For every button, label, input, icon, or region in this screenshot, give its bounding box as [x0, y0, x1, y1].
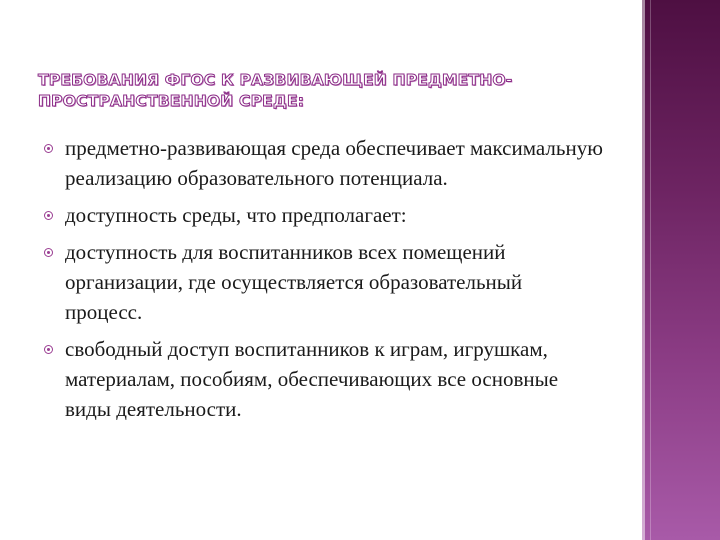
bullet-text: свободный доступ воспитанников к играм, игрушкам, материалам, пособиям, обеспечивающих все основные виды деятельности.	[65, 337, 559, 421]
slide-title: ТРЕБОВАНИЯ ФГОС К РАЗВИВАЮЩЕЙ ПРЕДМЕТНО-ПРОСТРАНСТВЕННОЙ СРЕДЕ:	[38, 71, 513, 110]
bullet-circle-icon	[44, 144, 53, 153]
list-item	[44, 133, 604, 193]
bullet-list	[44, 133, 604, 431]
bullet-circle-icon	[44, 211, 53, 220]
decorative-side-band	[642, 0, 720, 540]
bullet-circle-icon	[44, 345, 53, 354]
bullet-circle-icon	[44, 248, 53, 257]
list-item	[44, 334, 604, 424]
list-item	[44, 237, 604, 327]
bullet-text: доступность среды, что предполагает:	[65, 203, 407, 227]
bullet-text: доступность для воспитанников всех помещений организации, где осуществляется образовательный процесс.	[65, 240, 523, 324]
bullet-text: предметно-развивающая среда обеспечивает максимальную реализацию образовательного потенциала.	[65, 136, 603, 190]
list-item	[44, 200, 604, 230]
